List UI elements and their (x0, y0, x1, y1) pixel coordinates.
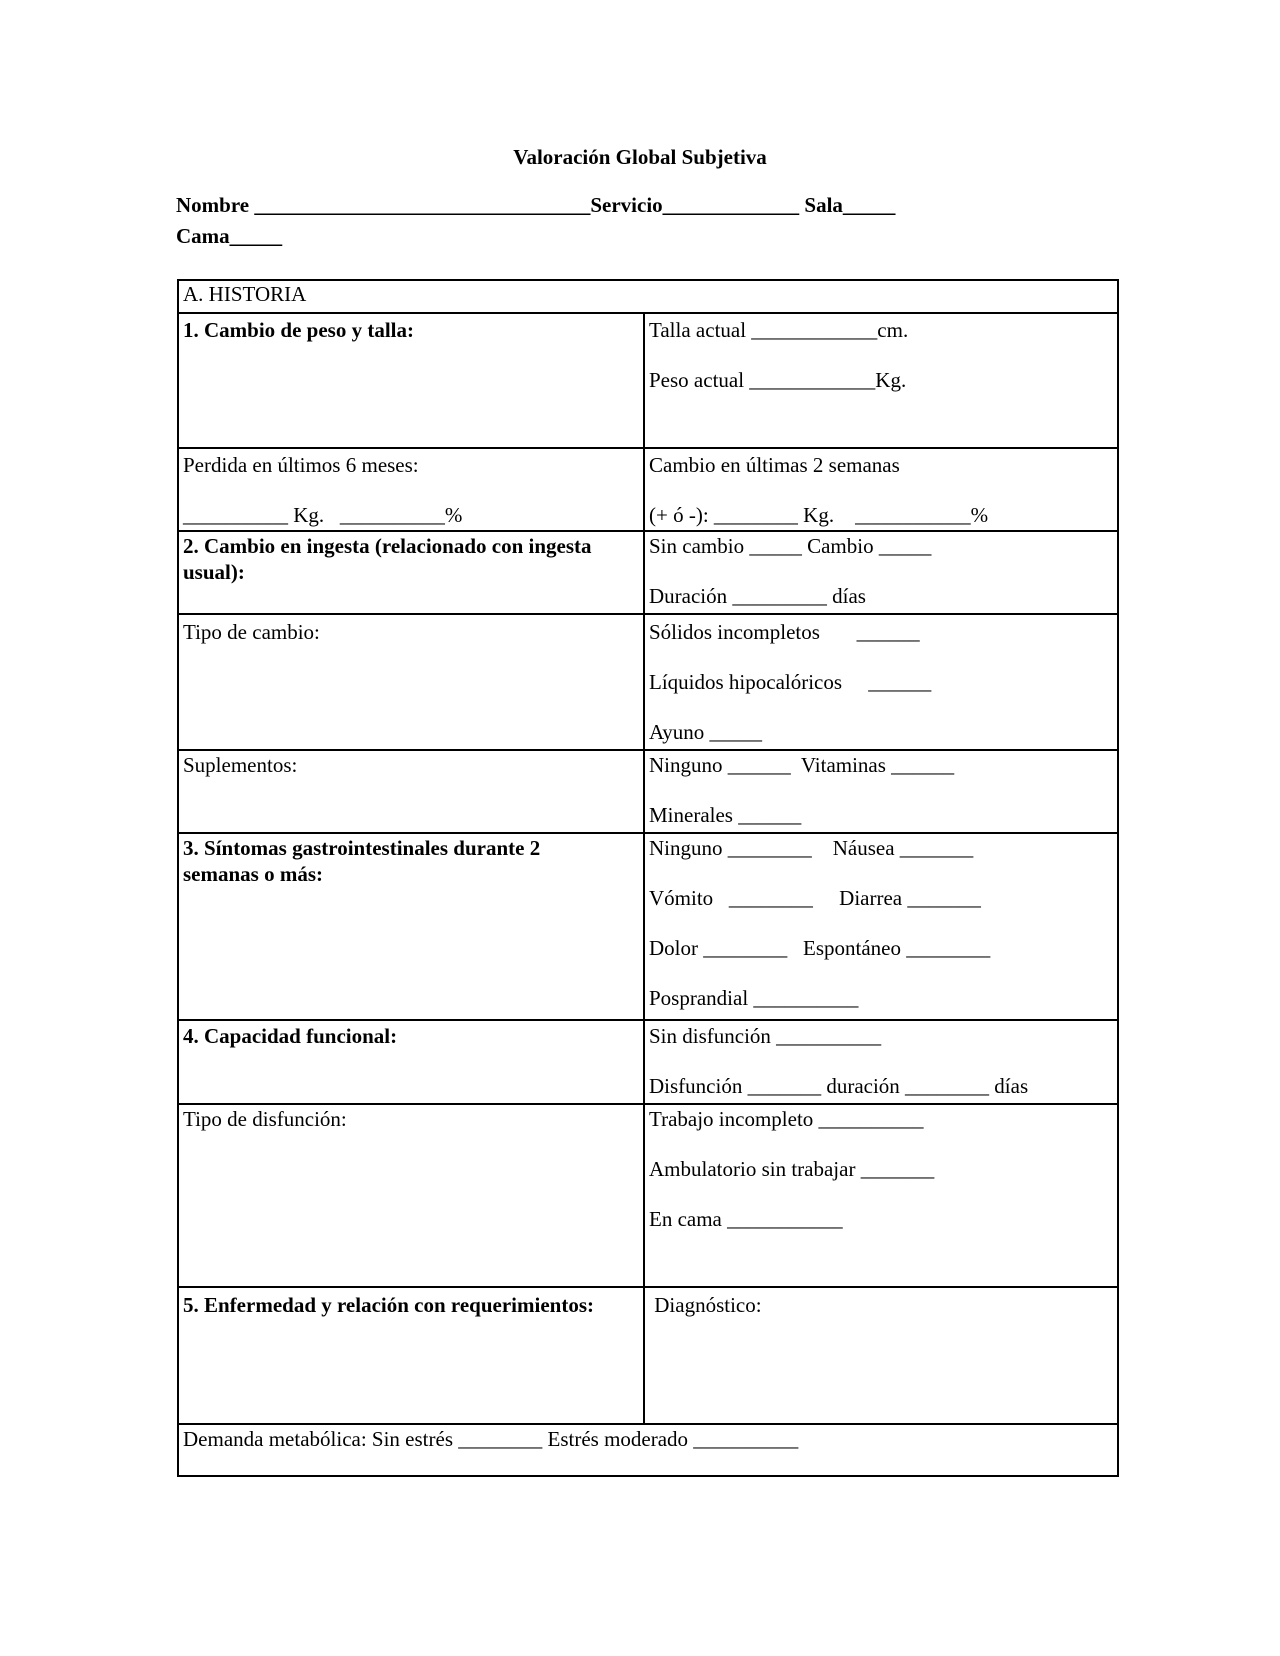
section-a-row (178, 280, 1118, 313)
dysfunction-type-fields (644, 1104, 1118, 1287)
minerals-field[interactable]: Minerales ______ (649, 803, 802, 827)
supplements-label: Suplementos: (178, 750, 644, 833)
weight-height-label: 1. Cambio de peso y talla: (183, 318, 414, 342)
gi-symptoms-label-2: semanas o más: (183, 862, 323, 886)
gi-symptoms-heading (178, 833, 644, 1020)
section-a-heading: A. HISTORIA (178, 280, 1118, 313)
gi-symptoms-fields (644, 833, 1118, 1020)
gi-symptoms-label-1: 3. Síntomas gastrointestinales durante 2 (183, 836, 541, 860)
ambulatory-field[interactable]: Ambulatorio sin trabajar _______ (649, 1157, 935, 1181)
assessment-table (177, 279, 1119, 1477)
patient-header-line: Nombre ________________________________Servicio_____________ Sala_____ (176, 193, 896, 217)
weight-height-fields (644, 313, 1118, 448)
duration-days-field[interactable]: Duración _________ días (649, 584, 866, 608)
row-metabolic-demand (178, 1424, 1118, 1476)
incomplete-work-field[interactable]: Trabajo incompleto __________ (649, 1107, 924, 1131)
no-change-field[interactable]: Sin cambio _____ Cambio _____ (649, 534, 932, 558)
row-dysfunction-type (178, 1104, 1118, 1287)
postprandial-field[interactable]: Posprandial __________ (649, 986, 859, 1010)
functional-capacity-fields (644, 1020, 1118, 1104)
row-disease (178, 1287, 1118, 1424)
metabolic-demand-field[interactable] (178, 1424, 1118, 1476)
row-weight-height (178, 313, 1118, 448)
weight-loss-6-months (178, 448, 644, 531)
diagnosis-field[interactable] (644, 1287, 1118, 1424)
intake-change-fields (644, 531, 1118, 614)
intake-change-heading (178, 531, 644, 614)
dysfunction-type-label: Tipo de disfunción: (178, 1104, 644, 1287)
row-supplements (178, 750, 1118, 833)
diagnosis-label: Diagnóstico: (649, 1293, 762, 1317)
pain-spontaneous-field[interactable]: Dolor ________ Espontáneo ________ (649, 936, 991, 960)
intake-change-label-2: usual): (183, 560, 245, 584)
none-nausea-field[interactable]: Ninguno ________ Náusea _______ (649, 836, 974, 860)
row-intake-change (178, 531, 1118, 614)
current-weight-field[interactable]: Peso actual ____________Kg. (649, 368, 907, 392)
change-type-fields (644, 614, 1118, 750)
supplements-fields (644, 750, 1118, 833)
functional-capacity-label: 4. Capacidad funcional: (178, 1020, 644, 1104)
hypocaloric-liquids-field[interactable]: Líquidos hipocalóricos ______ (649, 670, 932, 694)
incomplete-solids-field[interactable]: Sólidos incompletos ______ (649, 620, 920, 644)
row-functional-capacity (178, 1020, 1118, 1104)
weight-loss-field[interactable]: __________ Kg. __________% (183, 503, 463, 527)
page-title: Valoración Global Subjetiva (513, 145, 767, 169)
change-type-label: Tipo de cambio: (178, 614, 644, 750)
vomit-diarrhea-field[interactable]: Vómito ________ Diarrea _______ (649, 886, 981, 910)
none-vitamins-field[interactable]: Ninguno ______ Vitaminas ______ (649, 753, 955, 777)
bed-field-line: Cama_____ (176, 224, 283, 248)
current-height-field[interactable]: Talla actual ____________cm. (649, 318, 909, 342)
change-2-weeks-field[interactable]: (+ ó -): ________ Kg. ___________% (649, 503, 989, 527)
fasting-field[interactable]: Ayuno _____ (649, 720, 762, 744)
intake-change-label-1: 2. Cambio en ingesta (relacionado con ingesta (183, 534, 592, 558)
metabolic-demand-text: Demanda metabólica: Sin estrés ________ Estrés moderado __________ (183, 1427, 799, 1451)
row-gi-symptoms (178, 833, 1118, 1020)
dysfunction-duration-field[interactable]: Disfunción _______ duración ________ días (649, 1074, 1029, 1098)
weight-height-heading (178, 313, 644, 448)
weight-loss-label: Perdida en últimos 6 meses: (183, 453, 419, 477)
change-2-weeks (644, 448, 1118, 531)
bedridden-field[interactable]: En cama ___________ (649, 1207, 843, 1231)
no-dysfunction-field[interactable]: Sin disfunción __________ (649, 1024, 882, 1048)
row-change-type (178, 614, 1118, 750)
disease-requirements-label: 5. Enfermedad y relación con requerimientos: (178, 1287, 644, 1424)
change-2-weeks-label: Cambio en últimas 2 semanas (649, 453, 900, 477)
row-weight-loss (178, 448, 1118, 531)
